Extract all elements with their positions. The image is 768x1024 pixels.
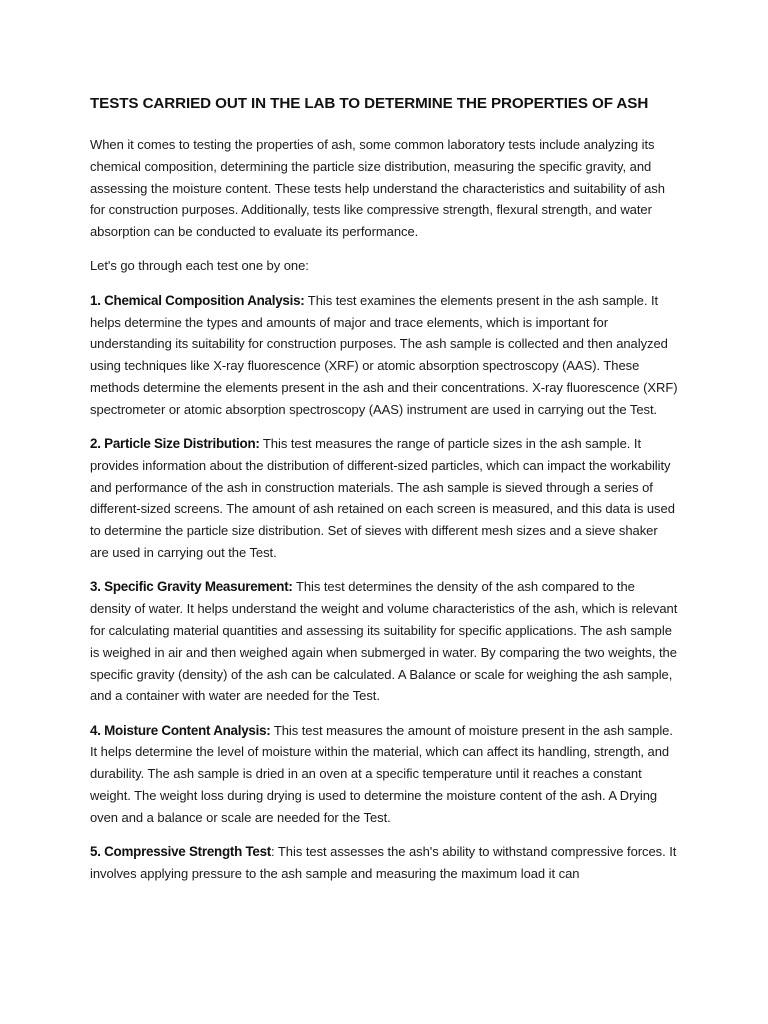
document-title: TESTS CARRIED OUT IN THE LAB TO DETERMINE THE PROPERTIES OF ASH xyxy=(90,95,649,112)
document-body xyxy=(90,94,678,897)
transition-paragraph: Let's go through each test one by one: xyxy=(90,258,309,274)
section-chemical-composition xyxy=(90,290,678,421)
section-text: : This test assesses the ash's ability to withstand compressive forces. It involves applying pressure to the ash sample and measuring the maximum load it can xyxy=(90,844,677,881)
section-label: 2. Particle Size Distribution: xyxy=(90,436,260,452)
section-text: This test examines the elements present in the ash sample. It helps determine the types and amounts of major and trace elements, which is important for understanding its suitability for construction purposes. The ash sample is collected and then analyzed using techniques like X-ray fluorescence (XRF) or atomic absorption spectroscopy (AAS). These methods determine the elements present in the ash and their concentrations. X-ray fluorescence (XRF) spectrometer or atomic absorption spectroscopy (AAS) instrument are used in carrying out the Test. xyxy=(90,292,678,417)
section-label: 1. Chemical Composition Analysis: xyxy=(90,292,305,308)
section-label: 5. Compressive Strength Test xyxy=(90,844,272,860)
section-label: 4. Moisture Content Analysis: xyxy=(90,722,271,738)
section-label: 3. Specific Gravity Measurement: xyxy=(90,579,293,595)
section-specific-gravity xyxy=(90,576,678,707)
section-text: This test determines the density of the ash compared to the density of water. It helps understand the weight and volume characteristics of the ash, which is relevant for calculating material quantities and assessing its suitability for specific applications. The ash sample is weighed in air and then weighed again when submerged in water. By comparing the two weights, the specific gravity (density) of the ash can be calculated. A Balance or scale for weighing the ash sample, and a container with water are needed for the Test. xyxy=(90,579,678,704)
section-text: This test measures the amount of moisture present in the ash sample. It helps determine the level of moisture within the material, which can affect its handling, strength, and durability. The ash sample is dried in an oven at a specific temperature until it reaches a constant weight. The weight loss during drying is used to determine the moisture content of the ash. A Drying oven and a balance or scale are needed for the Test. xyxy=(90,722,673,825)
section-text: This test measures the range of particle sizes in the ash sample. It provides information about the distribution of different-sized particles, which can impact the workability and performance of the ash in construction materials. The ash sample is sieved through a series of different-sized screens. The amount of ash retained on each screen is measured, and this data is used to determine the particle size distribution. Set of sieves with different mesh sizes and a sieve shaker are used in carrying out the Test. xyxy=(90,436,675,561)
section-moisture-content xyxy=(90,720,678,829)
intro-paragraph: When it comes to testing the properties of ash, some common laboratory tests include analyzing its chemical composition, determining the particle size distribution, measuring the specific gravity, and assessing the moisture content. These tests help understand the characteristics and suitability of ash for construction purposes. Additionally, tests like compressive strength, flexural strength, and water absorption can be conducted to evaluate its performance. xyxy=(90,137,665,240)
section-particle-size xyxy=(90,433,678,564)
section-compressive-strength xyxy=(90,841,678,885)
